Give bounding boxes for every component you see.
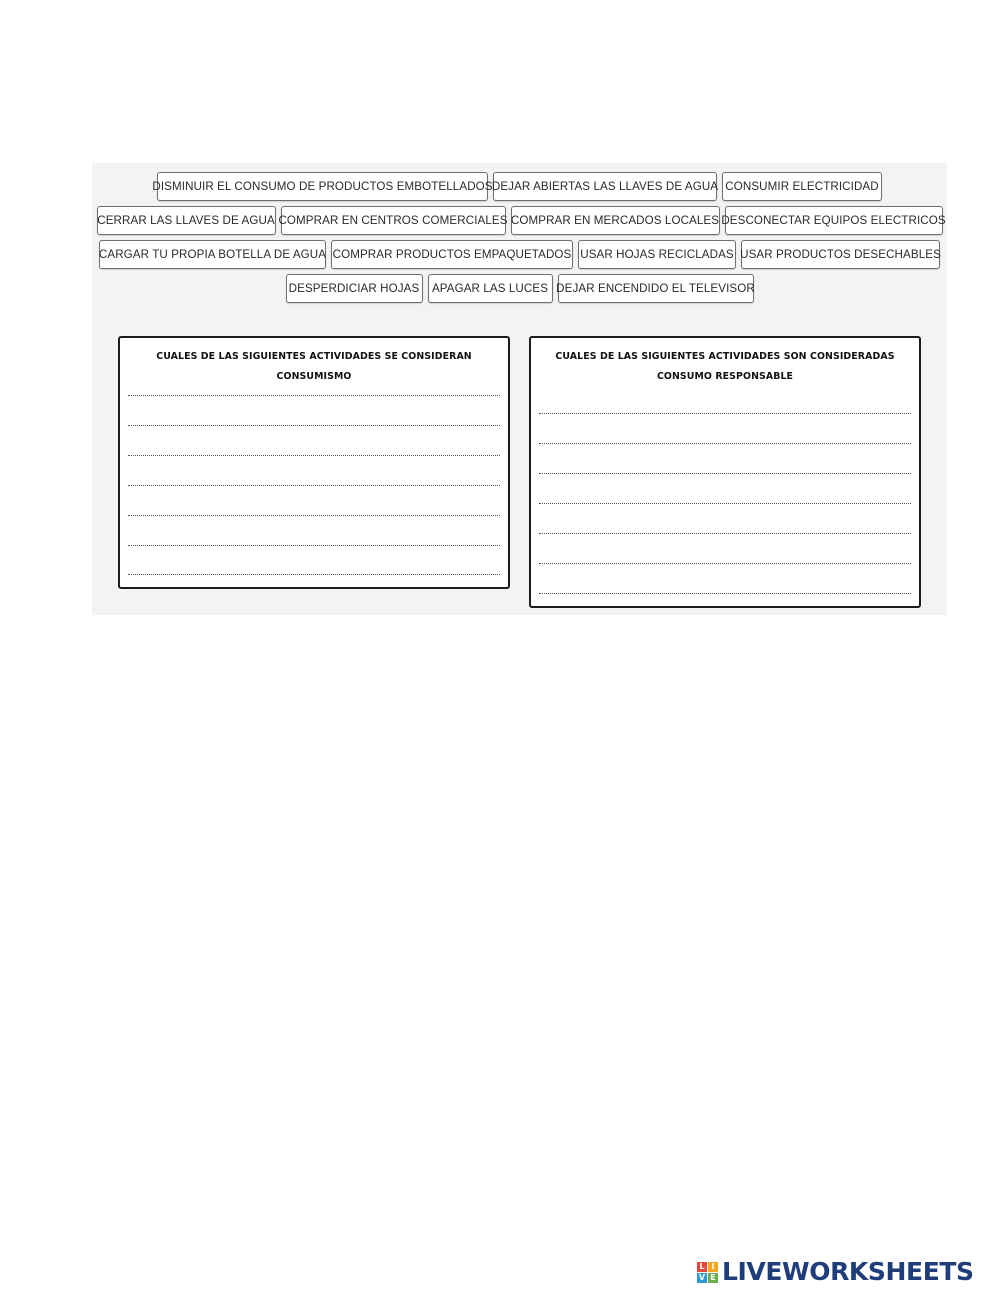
live-badge-icon bbox=[697, 1262, 718, 1283]
activity-chip[interactable]: USAR PRODUCTOS DESECHABLES bbox=[741, 240, 940, 269]
answer-line[interactable] bbox=[128, 545, 500, 546]
badge-letter: L bbox=[697, 1262, 707, 1272]
activity-chip[interactable]: DESCONECTAR EQUIPOS ELECTRICOS bbox=[725, 206, 943, 235]
badge-letter: I bbox=[708, 1262, 718, 1272]
responsable-title-line-2: CONSUMO RESPONSABLE bbox=[656, 371, 794, 382]
activity-chip[interactable]: DEJAR ENCENDIDO EL TELEVISOR bbox=[558, 274, 754, 303]
activity-chip[interactable]: CARGAR TU PROPIA BOTELLA DE AGUA bbox=[99, 240, 326, 269]
activity-chip[interactable]: DESPERDICIAR HOJAS bbox=[286, 274, 423, 303]
answer-line[interactable] bbox=[539, 473, 911, 474]
answer-line[interactable] bbox=[539, 503, 911, 504]
answer-line[interactable] bbox=[128, 515, 500, 516]
activity-row-2 bbox=[92, 206, 947, 235]
answer-line[interactable] bbox=[539, 413, 911, 414]
activity-panel bbox=[92, 163, 947, 615]
activity-chip[interactable]: APAGAR LAS LUCES bbox=[428, 274, 553, 303]
activity-row-3 bbox=[92, 240, 947, 269]
badge-letter: E bbox=[708, 1273, 718, 1283]
answer-line[interactable] bbox=[539, 533, 911, 534]
liveworksheets-logo bbox=[697, 1253, 974, 1289]
activity-chip[interactable]: CERRAR LAS LLAVES DE AGUA bbox=[97, 206, 276, 235]
activity-row-4 bbox=[92, 274, 947, 303]
answer-line[interactable] bbox=[128, 395, 500, 396]
activity-chip[interactable]: DEJAR ABIERTAS LAS LLAVES DE AGUA bbox=[493, 172, 717, 201]
activity-chip[interactable]: COMPRAR EN CENTROS COMERCIALES bbox=[281, 206, 506, 235]
responsable-drop-box[interactable] bbox=[529, 336, 921, 608]
answer-line[interactable] bbox=[539, 593, 911, 594]
answer-line[interactable] bbox=[128, 425, 500, 426]
responsable-title-line-1: CUALES DE LAS SIGUIENTES ACTIVIDADES SON CONSIDERADAS bbox=[555, 351, 895, 362]
answer-line[interactable] bbox=[128, 455, 500, 456]
activity-chip[interactable]: COMPRAR EN MERCADOS LOCALES bbox=[511, 206, 720, 235]
answer-line[interactable] bbox=[128, 485, 500, 486]
answer-line[interactable] bbox=[539, 443, 911, 444]
activity-chip[interactable]: CONSUMIR ELECTRICIDAD bbox=[722, 172, 882, 201]
consumismo-drop-box[interactable] bbox=[118, 336, 510, 589]
activity-chip[interactable]: USAR HOJAS RECICLADAS bbox=[578, 240, 736, 269]
badge-letter: V bbox=[698, 1272, 706, 1282]
activity-chip[interactable]: DISMINUIR EL CONSUMO DE PRODUCTOS EMBOTELLADOS bbox=[157, 172, 488, 201]
logo-wordmark: LIVEWORKSHEETS bbox=[722, 1256, 974, 1286]
answer-line[interactable] bbox=[128, 574, 500, 575]
consumismo-title: CUALES DE LAS SIGUIENTES ACTIVIDADES SE CONSIDERAN CONSUMISMO bbox=[156, 351, 472, 382]
answer-line[interactable] bbox=[539, 563, 911, 564]
activity-chip[interactable]: COMPRAR PRODUCTOS EMPAQUETADOS bbox=[331, 240, 573, 269]
activity-row-1 bbox=[92, 172, 947, 201]
